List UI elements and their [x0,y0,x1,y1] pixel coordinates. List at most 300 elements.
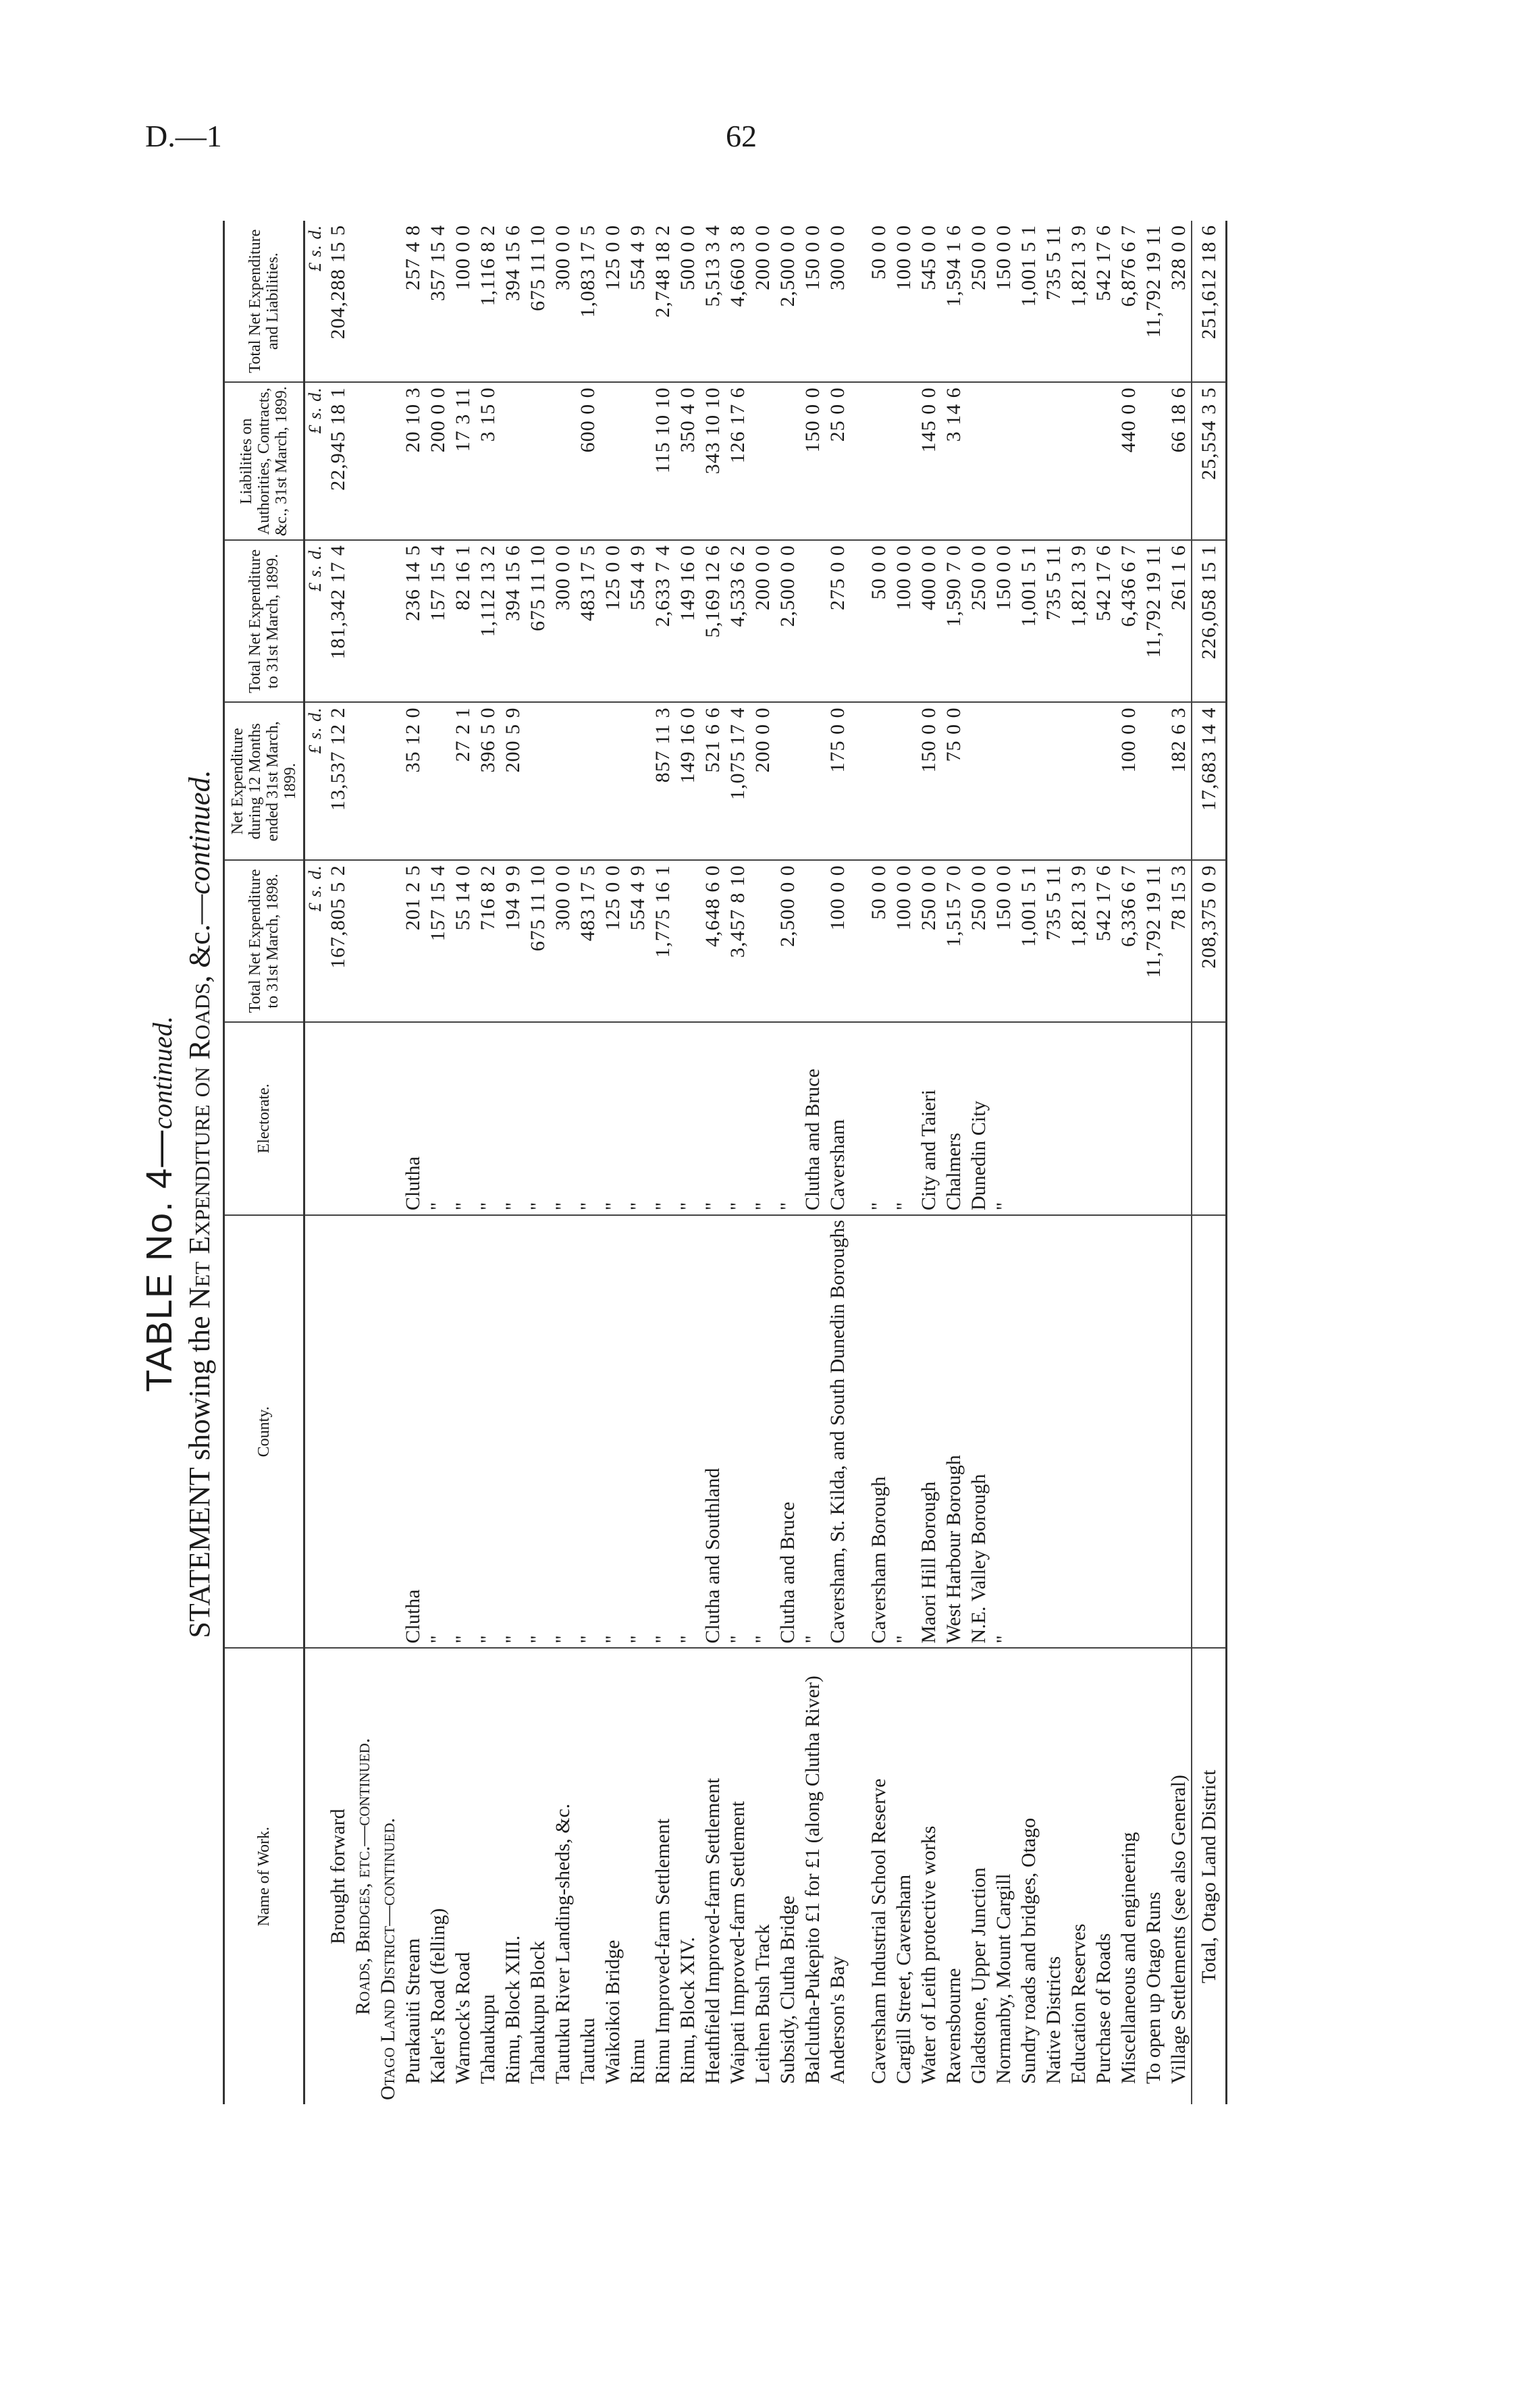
value-liabilities [1141,382,1166,540]
value-total-1899: 1,112 13 2 [475,540,500,702]
value-total-1898: 150 0 0 [991,860,1016,1021]
county-cell [1016,1215,1041,1648]
value-net-12-months: 75 0 0 [941,702,966,860]
value-total-with-liabilities: 300 0 0 [825,221,850,382]
value-total-1898: 542 17 6 [1091,860,1116,1021]
work-name: Subsidy, Clutha Bridge [776,1896,799,2084]
value-total-1898: 157 15 4 [425,860,450,1021]
table-row [425,221,450,2104]
electorate-cell: Chalmers [941,1022,966,1215]
county-cell: N.E. Valley Borough [966,1215,991,1648]
value-liabilities: 3 14 6 [941,382,966,540]
electorate-cell: " [425,1022,450,1215]
value-total-1899: 50 0 0 [866,540,891,702]
value-total-1899: 1,821 3 9 [1066,540,1091,702]
units-label: £ s. d. [304,540,326,702]
table-row [675,221,700,2104]
value-total-1898: 201 2 5 [400,860,425,1021]
electorate-cell [1091,1022,1116,1215]
value-total-with-liabilities: 1,594 1 6 [941,221,966,382]
section-row [350,221,375,2104]
value-liabilities [750,382,775,540]
value-total-1899: 4,533 6 2 [725,540,750,702]
subtitle-smallcaps: Net Expenditure on Roads, [183,975,216,1309]
electorate-cell [1141,1022,1166,1215]
electorate-cell: " [500,1022,525,1215]
value-net-12-months [575,702,600,860]
electorate-cell: " [725,1022,750,1215]
units-row [304,221,326,2104]
value-total-with-liabilities: 2,748 18 2 [650,221,675,382]
value-net-12-months: 149 16 0 [675,702,700,860]
total-value: 208,375 0 9 [1192,860,1227,1021]
electorate-cell [1016,1022,1041,1215]
value-net-12-months [625,702,650,860]
value-liabilities: 145 0 0 [916,382,941,540]
value-total-with-liabilities: 50 0 0 [866,221,891,382]
county-cell: " [450,1215,475,1648]
electorate-cell: " [450,1022,475,1215]
county-cell: Caversham, St. Kilda, and South Dunedin Boroughs [825,1215,850,1648]
county-cell: " [500,1215,525,1648]
electorate-cell [1166,1022,1192,1215]
work-name: Rimu, Block XIII. [502,1935,524,2084]
value-total-1899: 400 0 0 [916,540,941,702]
value-net-12-months [1091,702,1116,860]
value-liabilities [866,382,891,540]
electorate-cell [1066,1022,1091,1215]
value-total-with-liabilities: 500 0 0 [675,221,700,382]
expenditure-table [223,221,1227,2104]
brought-forward-value: 181,342 17 4 [325,540,350,702]
header-total-with-liabilities: Total Net Expenditure and Liabilities. [224,221,304,382]
brought-forward-value: 204,288 15 5 [325,221,350,382]
value-total-with-liabilities: 357 15 4 [425,221,450,382]
table-row [600,221,625,2104]
subtitle-continued: continued. [183,770,216,894]
value-total-1899: 675 11 10 [525,540,550,702]
value-total-1899: 11,792 19 11 [1141,540,1166,702]
electorate-cell: Clutha [400,1022,425,1215]
county-cell [1141,1215,1166,1648]
value-total-with-liabilities: 300 0 0 [550,221,575,382]
value-net-12-months [425,702,450,860]
value-total-1898: 3,457 8 10 [725,860,750,1021]
electorate-cell: Caversham [825,1022,850,1215]
subtitle-part-a: STATEMENT showing the [183,1308,216,1638]
header-electorate: Electorate. [224,1022,304,1215]
table-row [916,221,941,2104]
value-total-with-liabilities: 1,001 5 1 [1016,221,1041,382]
value-total-1898: 1,775 16 1 [650,860,675,1021]
table-row [450,221,475,2104]
value-total-1898: 100 0 0 [891,860,916,1021]
county-cell [1066,1215,1091,1648]
units-label: £ s. d. [304,860,326,1021]
work-name: Caversham Industrial School Reserve [868,1778,890,2084]
value-total-1899: 236 14 5 [400,540,425,702]
value-total-1898: 250 0 0 [916,860,941,1021]
county-cell: " [650,1215,675,1648]
value-total-1899: 150 0 0 [991,540,1016,702]
value-total-with-liabilities: 542 17 6 [1091,221,1116,382]
work-name: Water of Leith protective works [918,1825,940,2084]
brought-forward-label: Brought forward [327,1809,349,1945]
value-liabilities [1016,382,1041,540]
value-net-12-months: 200 0 0 [750,702,775,860]
work-name: Kaler's Road (felling) [427,1908,449,2084]
work-name: Education Reserves [1067,1923,1090,2084]
value-total-with-liabilities: 328 0 0 [1166,221,1192,382]
electorate-cell: " [866,1022,891,1215]
value-total-with-liabilities: 4,660 3 8 [725,221,750,382]
electorate-cell: City and Taieri [916,1022,941,1215]
subtitle-part-b: &c.— [183,894,216,975]
work-name: Sundry roads and bridges, Otago [1017,1817,1040,2084]
header-total-1899: Total Net Expenditure to 31st March, 1899. [224,540,304,702]
table-row [400,221,425,2104]
value-liabilities [1091,382,1116,540]
table-row [775,221,800,2104]
value-net-12-months [891,702,916,860]
spacer-row [850,221,866,2104]
value-total-1898: 1,001 5 1 [1016,860,1041,1021]
value-total-1899: 2,500 0 0 [775,540,800,702]
work-name: Warnock's Road [452,1952,474,2084]
value-liabilities [600,382,625,540]
county-cell: Clutha [400,1215,425,1648]
work-name: Waikoikoi Bridge [602,1939,624,2084]
electorate-cell: " [891,1022,916,1215]
county-cell [1166,1215,1192,1648]
table-row [966,221,991,2104]
value-total-with-liabilities: 1,116 8 2 [475,221,500,382]
electorate-cell: " [600,1022,625,1215]
work-name: Cargill Street, Caversham [893,1874,915,2084]
work-name: Anderson's Bay [826,1956,849,2084]
work-name: Miscellaneous and engineering [1117,1831,1140,2084]
value-net-12-months [550,702,575,860]
value-total-with-liabilities: 250 0 0 [966,221,991,382]
value-liabilities [525,382,550,540]
work-name: To open up Otago Runs [1142,1892,1165,2084]
header-county: County. [224,1215,304,1648]
county-cell: " [575,1215,600,1648]
value-net-12-months [866,702,891,860]
table-row [1041,221,1066,2104]
electorate-cell [1041,1022,1066,1215]
value-total-1898: 194 9 9 [500,860,525,1021]
value-total-with-liabilities: 1,821 3 9 [1066,221,1091,382]
value-net-12-months: 182 6 3 [1166,702,1192,860]
table-row [1116,221,1141,2104]
value-total-1898: 1,821 3 9 [1066,860,1091,1021]
value-total-1899: 300 0 0 [550,540,575,702]
electorate-cell: Dunedin City [966,1022,991,1215]
electorate-cell: " [750,1022,775,1215]
value-total-1898: 735 5 11 [1041,860,1066,1021]
value-total-1899: 275 0 0 [825,540,850,702]
table-row [1066,221,1091,2104]
county-cell: " [550,1215,575,1648]
value-net-12-months [966,702,991,860]
value-total-1898: 675 11 10 [525,860,550,1021]
county-cell: " [425,1215,450,1648]
value-total-1898: 125 0 0 [600,860,625,1021]
table-row [891,221,916,2104]
work-name: Purchase of Roads [1092,1933,1115,2084]
table-row [941,221,966,2104]
value-liabilities [550,382,575,540]
work-name: Heathfield Improved-farm Settlement [701,1777,724,2084]
county-cell: Clutha and Bruce [775,1215,800,1648]
table-row [550,221,575,2104]
value-liabilities [1066,382,1091,540]
value-net-12-months: 1,075 17 4 [725,702,750,860]
total-value: 17,683 14 4 [1192,702,1227,860]
units-label: £ s. d. [304,702,326,860]
table-row [1141,221,1166,2104]
county-cell: West Harbour Borough [941,1215,966,1648]
value-total-1899: 200 0 0 [750,540,775,702]
value-total-with-liabilities: 2,500 0 0 [775,221,800,382]
total-value: 251,612 18 6 [1192,221,1227,382]
value-net-12-months [991,702,1016,860]
value-total-1899: 250 0 0 [966,540,991,702]
value-net-12-months [800,702,825,860]
table-row [725,221,750,2104]
value-total-1899: 100 0 0 [891,540,916,702]
electorate-cell: Clutha and Bruce [800,1022,825,1215]
electorate-cell: " [575,1022,600,1215]
value-total-with-liabilities: 1,083 17 5 [575,221,600,382]
value-total-1899: 1,590 7 0 [941,540,966,702]
value-net-12-months: 27 2 1 [450,702,475,860]
work-name: Tautuku River Landing-sheds, &c. [552,1803,574,2084]
table-row [1166,221,1192,2104]
county-cell: " [750,1215,775,1648]
value-total-1899: 2,633 7 4 [650,540,675,702]
header-liabilities: Liabilities on Authorities, Contracts, &c., 31st March, 1899. [224,382,304,540]
value-liabilities: 3 15 0 [475,382,500,540]
value-liabilities [966,382,991,540]
units-label: £ s. d. [304,382,326,540]
total-label: Total, Otago Land District [1192,1648,1227,2104]
county-cell: " [991,1215,1016,1648]
value-total-1898: 4,648 6 0 [700,860,725,1021]
county-cell: Clutha and Southland [700,1215,725,1648]
value-total-1899: 5,169 12 6 [700,540,725,702]
table-row [1016,221,1041,2104]
electorate-cell: " [475,1022,500,1215]
work-name: Leithen Bush Track [751,1924,774,2084]
value-total-1899: 82 16 1 [450,540,475,702]
electorate-cell: " [991,1022,1016,1215]
electorate-cell: " [525,1022,550,1215]
electorate-cell: " [775,1022,800,1215]
value-total-with-liabilities: 150 0 0 [800,221,825,382]
value-total-with-liabilities: 6,876 6 7 [1116,221,1141,382]
work-name: Balclutha-Pukepito £1 for £1 (along Clutha River) [801,1676,824,2084]
table-row [500,221,525,2104]
header-net-12-months: Net Expenditure during 12 Months ended 31st March, 1899. [224,702,304,860]
value-total-1899: 125 0 0 [600,540,625,702]
work-name: Rimu [627,2039,649,2084]
value-total-1899: 261 1 6 [1166,540,1192,702]
value-liabilities: 126 17 6 [725,382,750,540]
table-row [991,221,1016,2104]
value-net-12-months: 396 5 0 [475,702,500,860]
value-liabilities [891,382,916,540]
table-row [700,221,725,2104]
value-net-12-months [1066,702,1091,860]
value-total-1899: 735 5 11 [1041,540,1066,702]
value-total-with-liabilities: 257 4 8 [400,221,425,382]
county-cell [1091,1215,1116,1648]
value-net-12-months: 200 5 9 [500,702,525,860]
page-number: 62 [726,119,757,153]
value-net-12-months [525,702,550,860]
work-name: Village Settlements (see also General) [1167,1774,1190,2084]
value-total-with-liabilities: 394 15 6 [500,221,525,382]
value-total-with-liabilities: 100 0 0 [891,221,916,382]
county-cell: " [891,1215,916,1648]
value-total-1898 [750,860,775,1021]
value-total-with-liabilities: 554 4 9 [625,221,650,382]
section-heading: Roads, Bridges, etc.—continued. [352,1738,374,2015]
table-row [1091,221,1116,2104]
work-name: Gladstone, Upper Junction [967,1867,990,2084]
value-total-with-liabilities: 150 0 0 [991,221,1016,382]
value-liabilities [625,382,650,540]
table-row [866,221,891,2104]
electorate-cell: " [550,1022,575,1215]
value-total-1898: 250 0 0 [966,860,991,1021]
value-total-1899: 149 16 0 [675,540,700,702]
table-title-continued: continued. [147,1016,178,1129]
value-total-1899: 157 15 4 [425,540,450,702]
electorate-cell: " [675,1022,700,1215]
value-net-12-months: 35 12 0 [400,702,425,860]
county-cell [1116,1215,1141,1648]
header-row [224,221,304,2104]
county-cell: Maori Hill Borough [916,1215,941,1648]
value-total-1898: 100 0 0 [825,860,850,1021]
value-liabilities: 350 4 0 [675,382,700,540]
value-liabilities [991,382,1016,540]
value-total-with-liabilities: 735 5 11 [1041,221,1066,382]
district-row [375,221,400,2104]
table-row [475,221,500,2104]
value-total-with-liabilities: 545 0 0 [916,221,941,382]
page-code: D.—1 [145,119,222,153]
total-value: 226,058 15 1 [1192,540,1227,702]
table-title-main: TABLE No. 4— [139,1129,180,1392]
value-total-1898: 554 4 9 [625,860,650,1021]
value-total-with-liabilities: 675 11 10 [525,221,550,382]
value-total-1899: 394 15 6 [500,540,525,702]
value-net-12-months [1016,702,1041,860]
value-total-1898 [675,860,700,1021]
header-total-1898: Total Net Expenditure to 31st March, 1898. [224,860,304,1021]
electorate-cell: " [650,1022,675,1215]
value-liabilities: 200 0 0 [425,382,450,540]
value-total-1898: 1,515 7 0 [941,860,966,1021]
value-liabilities [1041,382,1066,540]
value-total-1898: 50 0 0 [866,860,891,1021]
work-name: Rimu Improved-farm Settlement [652,1818,674,2084]
table-row [525,221,550,2104]
table-subtitle [182,0,217,2408]
work-name: Ravensbourne [942,1968,965,2084]
value-liabilities: 20 10 3 [400,382,425,540]
value-total-1898: 55 14 0 [450,860,475,1021]
value-total-with-liabilities: 200 0 0 [750,221,775,382]
county-cell: " [675,1215,700,1648]
brought-forward-value: 22,945 18 1 [325,382,350,540]
value-total-1898: 300 0 0 [550,860,575,1021]
work-name: Purakauiti Stream [402,1938,424,2084]
work-name: Normanby, Mount Cargill [992,1873,1015,2084]
value-net-12-months: 857 11 3 [650,702,675,860]
value-total-1899: 483 17 5 [575,540,600,702]
value-liabilities: 115 10 10 [650,382,675,540]
value-liabilities: 25 0 0 [825,382,850,540]
value-net-12-months: 521 6 6 [700,702,725,860]
value-net-12-months [1041,702,1066,860]
value-total-1899: 1,001 5 1 [1016,540,1041,702]
value-total-1899: 6,436 6 7 [1116,540,1141,702]
electorate-cell: " [625,1022,650,1215]
work-name: Tautuku [577,2018,599,2084]
value-total-1899: 542 17 6 [1091,540,1116,702]
table-row [625,221,650,2104]
value-total-with-liabilities: 100 0 0 [450,221,475,382]
total-row [1192,221,1227,2104]
brought-forward-value: 167,805 5 2 [325,860,350,1021]
header-name: Name of Work. [224,1648,304,2104]
county-cell: " [600,1215,625,1648]
value-total-with-liabilities: 11,792 19 11 [1141,221,1166,382]
value-liabilities: 150 0 0 [800,382,825,540]
value-net-12-months [600,702,625,860]
value-total-1898: 78 15 3 [1166,860,1192,1021]
value-net-12-months: 150 0 0 [916,702,941,860]
county-cell: " [725,1215,750,1648]
value-liabilities: 343 10 10 [700,382,725,540]
table-row [750,221,775,2104]
value-net-12-months: 100 0 0 [1116,702,1141,860]
brought-forward-row [325,221,350,2104]
value-total-with-liabilities: 125 0 0 [600,221,625,382]
value-net-12-months: 175 0 0 [825,702,850,860]
units-label: £ s. d. [304,221,326,382]
value-total-1898: 483 17 5 [575,860,600,1021]
electorate-cell [1116,1022,1141,1215]
value-liabilities: 600 0 0 [575,382,600,540]
work-name: Rimu, Block XIV. [676,1937,699,2084]
county-cell: " [800,1215,825,1648]
county-cell: " [525,1215,550,1648]
value-total-1898: 2,500 0 0 [775,860,800,1021]
county-cell: " [625,1215,650,1648]
value-total-1898 [800,860,825,1021]
table-row [650,221,675,2104]
value-total-1898: 6,336 6 7 [1116,860,1141,1021]
value-total-1898: 716 8 2 [475,860,500,1021]
value-total-1898: 11,792 19 11 [1141,860,1166,1021]
county-cell: Caversham Borough [866,1215,891,1648]
